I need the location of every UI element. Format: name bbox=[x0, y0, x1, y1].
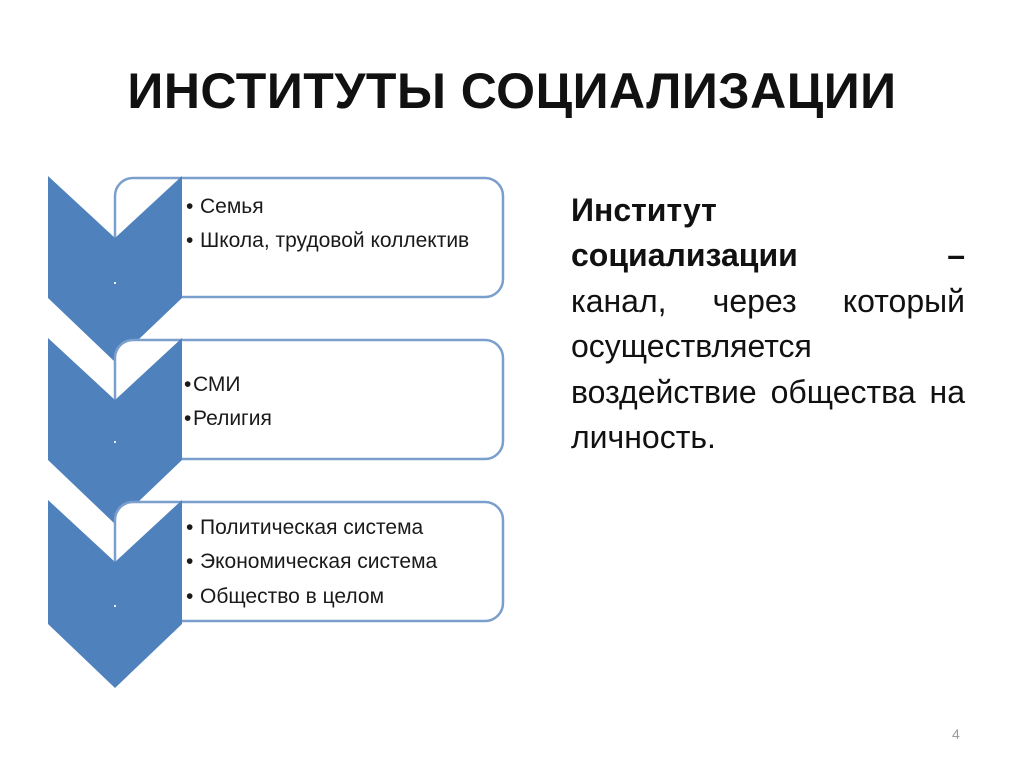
definition-dash: – bbox=[947, 237, 965, 274]
level-item: • Школа, трудовой коллектив bbox=[186, 229, 470, 253]
level-3-marker: . bbox=[112, 591, 118, 611]
level-item: • Религия bbox=[184, 407, 272, 431]
definition-term-line2: социализации bbox=[571, 237, 798, 274]
level-3-items bbox=[186, 515, 501, 618]
level-item: • СМИ bbox=[184, 373, 241, 396]
definition-body: канал, через который осуществляется воздействие общества на личность. bbox=[571, 282, 965, 456]
level-2-marker: . bbox=[112, 427, 118, 447]
level-item: • Семья bbox=[186, 195, 264, 218]
definition-text bbox=[571, 188, 965, 461]
slide-title: ИНСТИТУТЫ СОЦИАЛИЗАЦИИ bbox=[127, 63, 897, 119]
level-2-items bbox=[184, 372, 489, 441]
level-1-marker: . bbox=[112, 268, 118, 288]
level-item: • Общество в целом bbox=[186, 584, 385, 608]
level-item: • Политическая система bbox=[186, 516, 424, 539]
level-item: • Экономическая система bbox=[186, 550, 438, 574]
level-1-items bbox=[186, 194, 491, 263]
definition-term-line1: Институт bbox=[571, 192, 717, 228]
page-number: 4 bbox=[952, 726, 960, 742]
